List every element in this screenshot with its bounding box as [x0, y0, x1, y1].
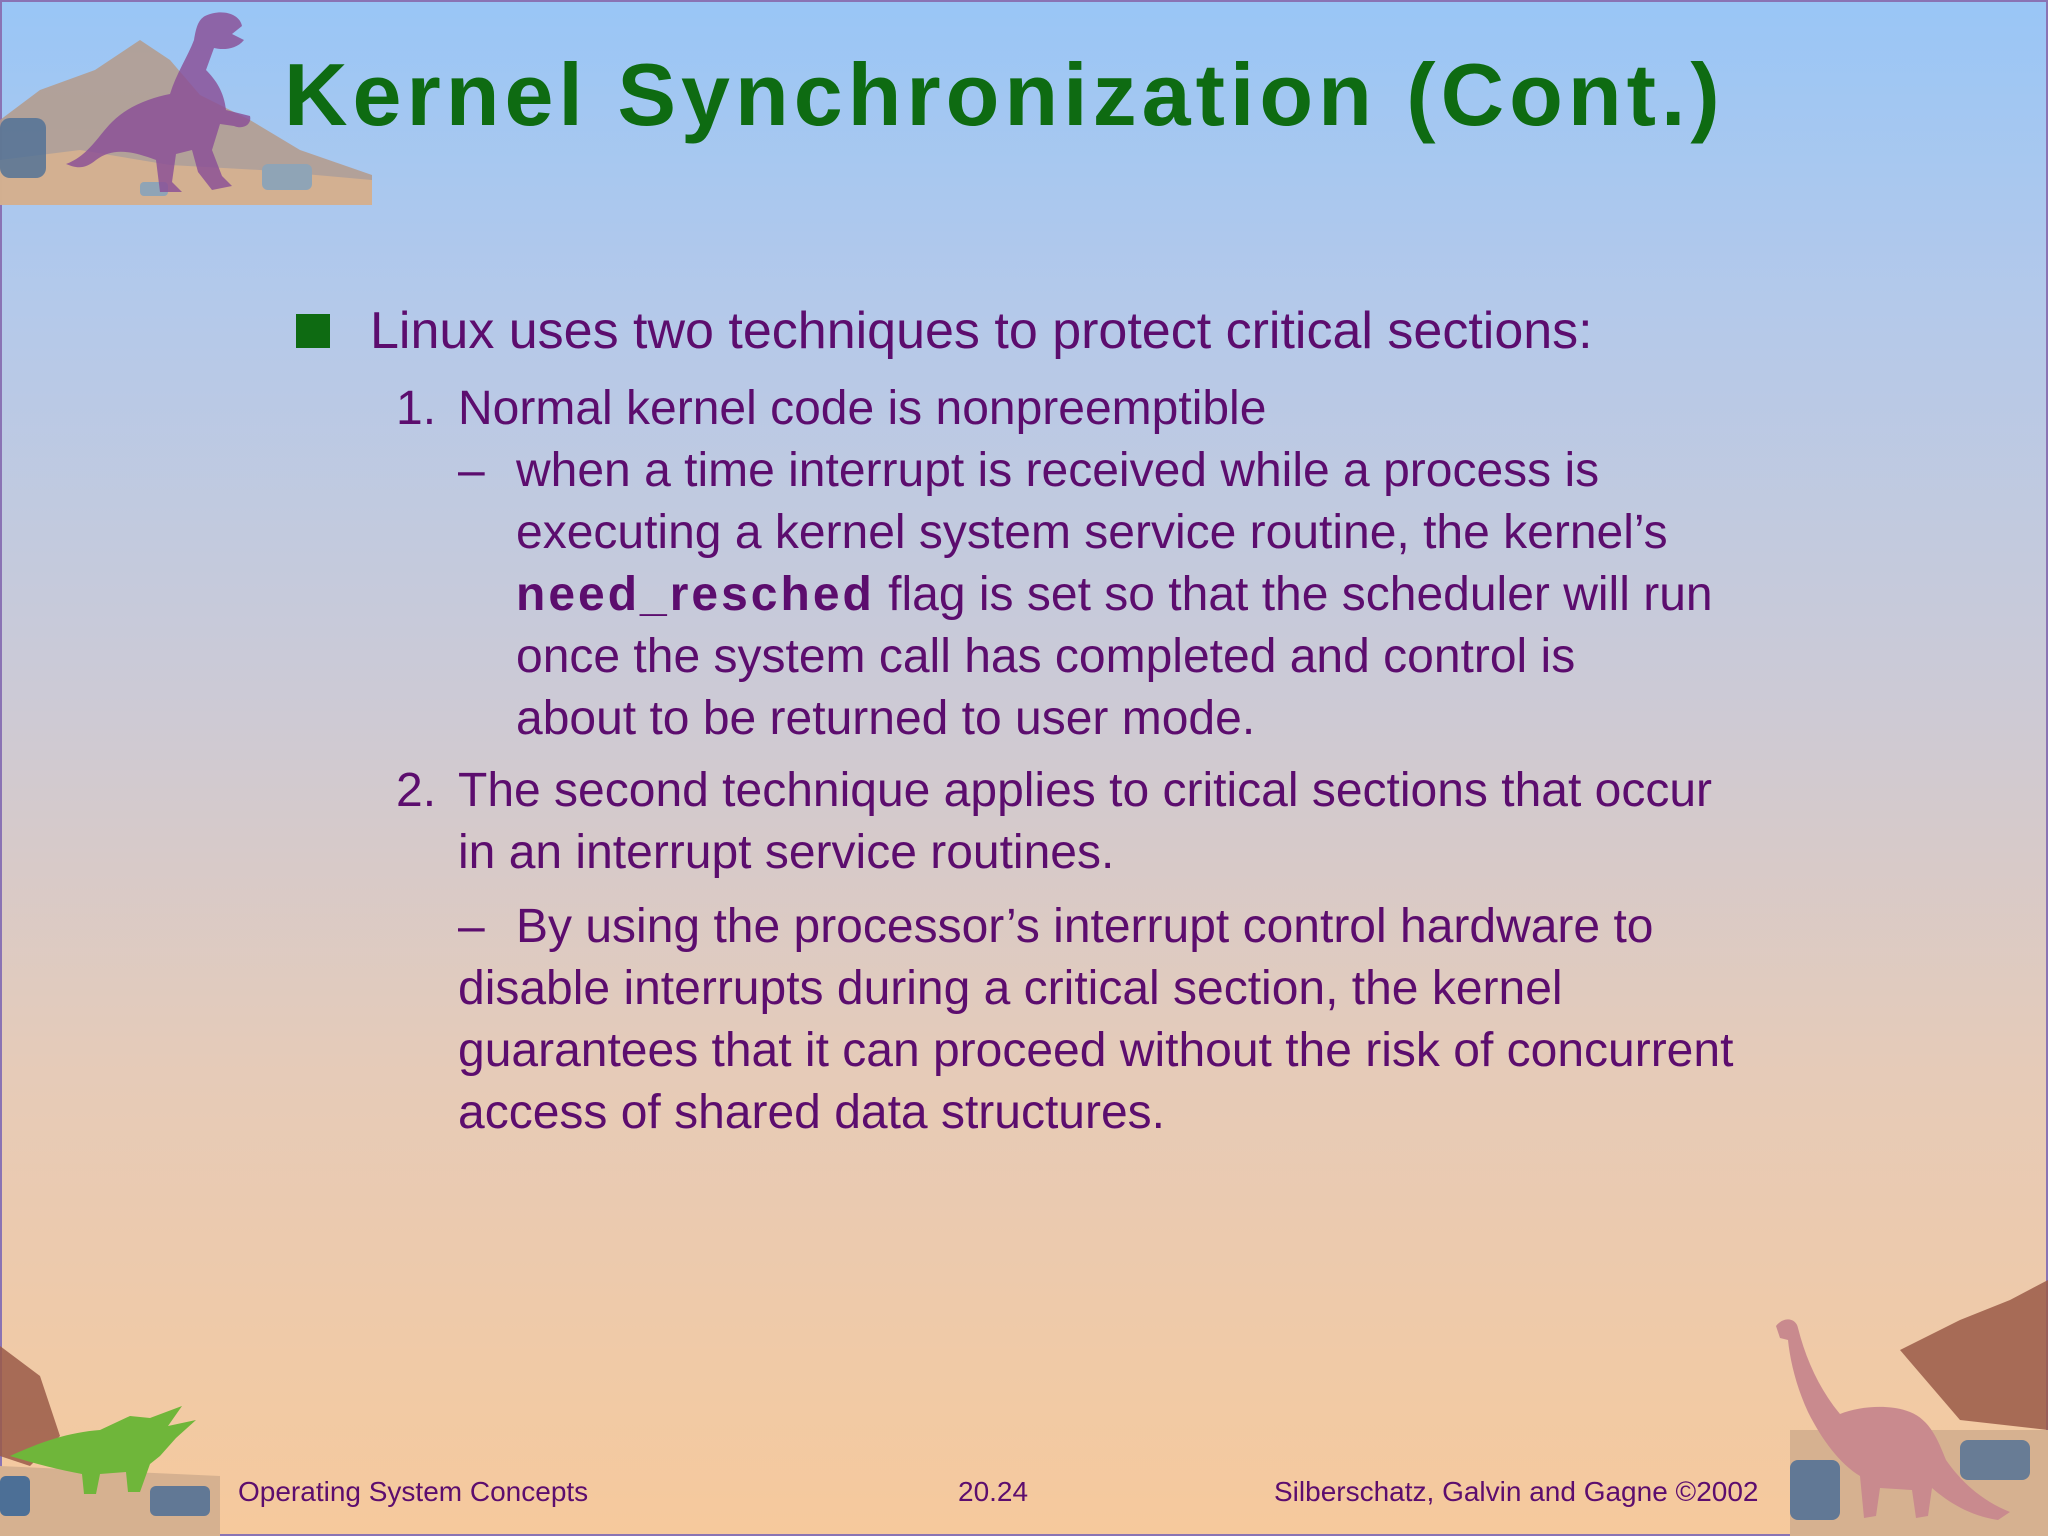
- item1-sub-line-3: [516, 564, 1713, 626]
- footer-book-title: Operating System Concepts: [238, 1476, 589, 1507]
- item1-dash: –: [458, 444, 485, 497]
- item1-sub-line-3-rest: flag is set so that the scheduler will run: [874, 568, 1713, 621]
- need-resched-code: need_resched: [516, 568, 875, 621]
- item1-sub-line-5: about to be returned to user mode.: [516, 692, 1256, 745]
- item2-dash: –: [458, 900, 485, 953]
- footer-copyright: Silberschatz, Galvin and Gagne ©2002: [1274, 1476, 1759, 1507]
- main-bullet-text: Linux uses two techniques to protect critical sections:: [370, 302, 1593, 360]
- brontosaurus-illustration: [1760, 1280, 2048, 1536]
- item1-sub-line-2: executing a kernel system service routine, the kernel’s: [516, 506, 1668, 559]
- item2-sub-line-4: access of shared data structures.: [458, 1086, 1166, 1139]
- item1-number: 1.: [396, 382, 437, 435]
- item1-sub-line-4: once the system call has completed and control is: [516, 630, 1576, 683]
- triceratops-illustration: [0, 1346, 220, 1536]
- bullet-square-icon: [296, 314, 330, 348]
- footer-page-number: 20.24: [958, 1476, 1029, 1507]
- item2-sub-line-2: disable interrupts during a critical section, the kernel: [458, 962, 1563, 1015]
- item2-line-2: in an interrupt service routines.: [458, 826, 1115, 879]
- slide-title: Kernel Synchronization (Cont.): [284, 45, 1725, 144]
- item1-sub-line-1: when a time interrupt is received while a process is: [516, 444, 1600, 497]
- item2-sub-line-1: By using the processor’s interrupt control hardware to: [516, 900, 1654, 953]
- item2-sub-line-3: guarantees that it can proceed without the risk of concurrent: [458, 1024, 1734, 1077]
- item2-number: 2.: [396, 764, 437, 817]
- item2-line-1: The second technique applies to critical sections that occur: [458, 764, 1713, 817]
- item1-text: Normal kernel code is nonpreemptible: [458, 382, 1267, 435]
